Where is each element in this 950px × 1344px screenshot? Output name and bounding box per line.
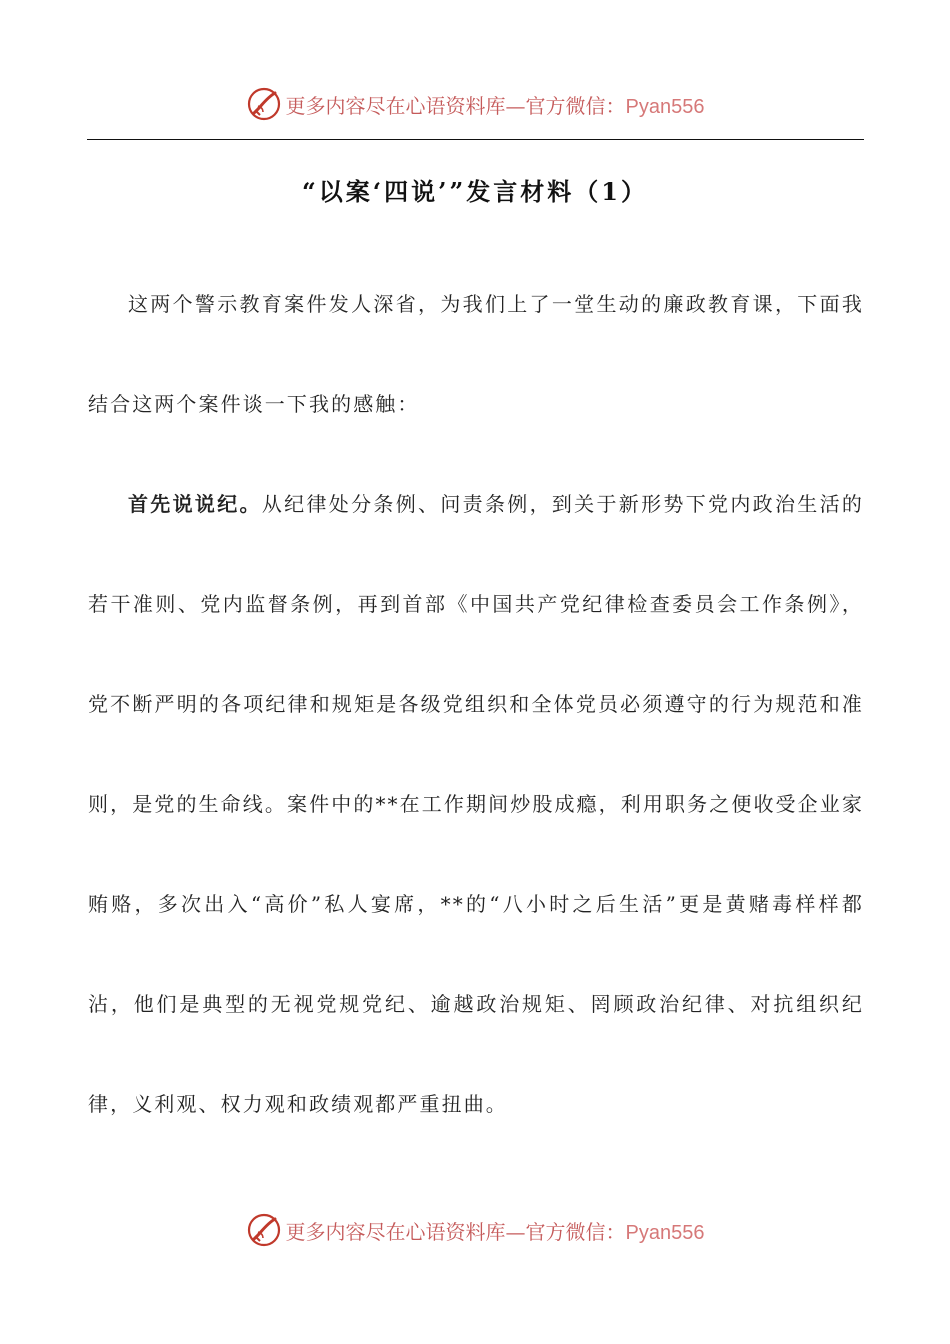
pen-logo-icon xyxy=(246,86,282,122)
paragraph-lead: 首先说说纪。 xyxy=(128,492,262,516)
footer-banner xyxy=(0,1210,950,1250)
footer-banner-text: 更多内容尽在心语资料库—官方微信：Pyan556 xyxy=(285,1219,705,1244)
paragraph-discipline: 首先说说纪。从纪律处分条例、问责条例，到关于新形势下党内政治生活的若干准则、党内监督条例，再到首部《中国共产党纪律检查委员会工作条例》，党不断严明的各项纪律和规矩是各级党组织和全体党员必须遵守的行为规范和准则，是党的生命线。案件中的**在工作期间炒股成瘾，利用职务之便收受企业家贿赂，多次出入“高价”私人宴席，**的“八小时之后生活”更是黄赌毒样样都沾，他们是典型的无视党规党纪、逾越政治规矩、罔顾政治纪律、对抗组织纪律，义利观、权力观和政绩观都严重扭曲。 xyxy=(88,492,864,1116)
footer-wechat-id: Pyan556 xyxy=(625,1221,705,1244)
pen-logo-icon xyxy=(246,1212,282,1248)
header-wechat-id: Pyan556 xyxy=(625,95,705,118)
header-banner xyxy=(0,84,950,124)
document-title: “以案‘四说’”发言材料（1） xyxy=(301,177,649,206)
header-banner-text: 更多内容尽在心语资料库—官方微信：Pyan556 xyxy=(285,93,705,118)
document-body xyxy=(88,254,864,1154)
header-divider xyxy=(87,139,864,140)
paragraph-intro: 这两个警示教育案件发人深省，为我们上了一堂生动的廉政教育课，下面我结合这两个案件谈一下我的感触： xyxy=(88,292,864,416)
